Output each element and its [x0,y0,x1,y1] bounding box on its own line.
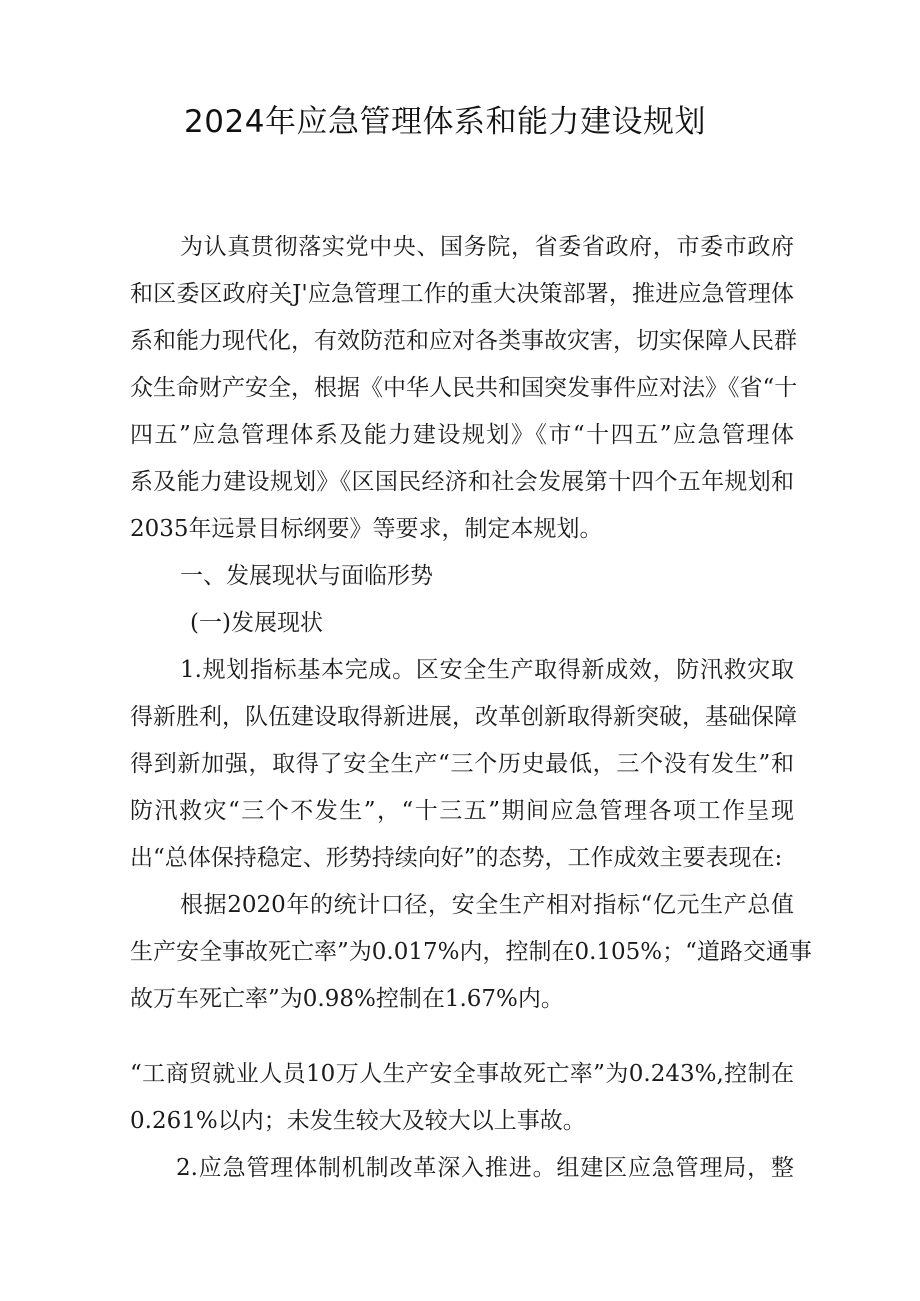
intro-line-5: 四五”应急管理体系及能力建设规划》《市“十四五”应急管理体 [130,422,794,448]
item1-line-4: 防汛救灾“三个不发生”，“十三五”期间应急管理各项工作呈现 [130,798,794,824]
intro-line-6: 系及能力建设规划》《区国民经济和社会发展第十四个五年规划和 [130,469,794,495]
stats2-line-2: 0.261%以内；未发生较大及较大以上事故。 [130,1108,586,1134]
intro-line-3: 系和能力现代化，有效防范和应对各类事故灾害，切实保障人民群 [130,328,797,354]
item1-line-5: 出“总体保持稳定、形势持续向好”的态势，工作成效主要表现在: [130,845,783,871]
subsection-heading: (一)发展现状 [190,610,323,636]
stats-line-2: 生产安全事故死亡率”为0.017%内，控制在0.105%；“道路交通事 [130,939,812,965]
item1-line-3: 得到新加强，取得了安全生产“三个历史最低，三个没有发生”和 [130,751,794,777]
intro-line-2: 和区委区政府关J'应急管理工作的重大决策部署，推进应急管理体 [130,281,794,307]
item1-line-1: 1.规划指标基本完成。区安全生产取得新成效，防汛救灾取 [180,657,794,683]
paragraph-gap [130,1023,794,1051]
section-heading: 一、发展现状与面临形势 [180,563,433,589]
intro-line-7: 2035年远景目标纲要》等要求，制定本规划。 [130,516,603,542]
stats-line-3: 故万车死亡率”为0.98%控制在1.67%内。 [130,986,564,1012]
document-title: 2024年应急管理体系和能力建设规划 [184,104,706,140]
intro-line-4: 众生命财产安全，根据《中华人民共和国突发事件应对法》《省“十 [130,375,798,401]
stats-line-1: 根据2020年的统计口径，安全生产相对指标“亿元生产总值 [180,892,794,918]
item1-line-2: 得新胜利，队伍建设取得新进展，改革创新取得新突破，基础保障 [130,704,797,730]
stats2-line-1: “工商贸就业人员10万人生产安全事故死亡率”为0.243%,控制在 [130,1061,794,1087]
item2-line-1: 2.应急管理体制机制改革深入推进。组建区应急管理局，整 [176,1155,794,1181]
document-body [130,224,812,1192]
intro-line-1: 为认真贯彻落实党中央、国务院，省委省政府，市委市政府 [180,234,794,260]
